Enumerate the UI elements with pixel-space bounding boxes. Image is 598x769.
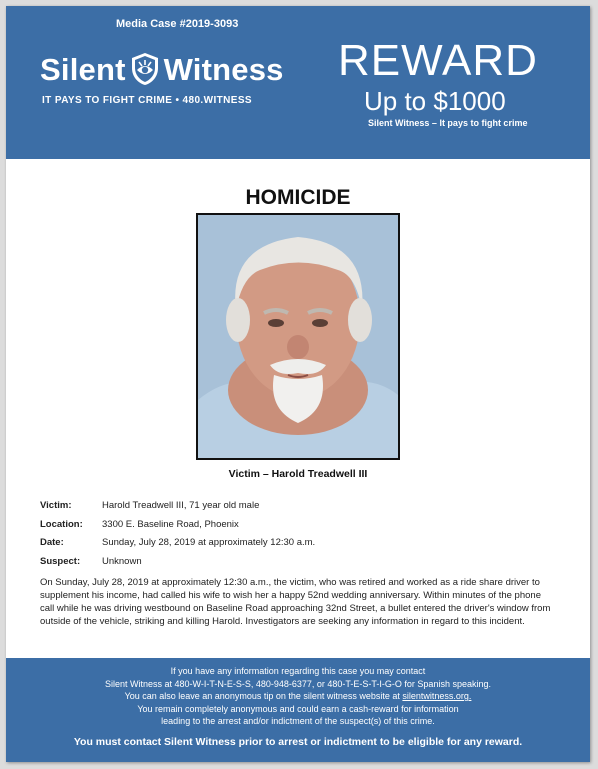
website-link[interactable]: silentwitness.org. bbox=[402, 691, 472, 701]
detail-label: Location: bbox=[40, 518, 83, 530]
case-details bbox=[40, 500, 315, 574]
header-banner bbox=[6, 6, 590, 159]
logo-word-witness: Witness bbox=[163, 52, 284, 87]
footer-banner bbox=[6, 658, 590, 762]
footer-line: Silent Witness at 480-W-I-T-N-E-S-S, 480-948-6377, or 480-T-E-S-T-I-G-O for Spanish speaking. bbox=[105, 678, 491, 689]
detail-row-suspect bbox=[40, 556, 315, 575]
poster-page bbox=[6, 6, 590, 762]
shield-eye-icon bbox=[130, 52, 160, 94]
reward-amount: Up to $1000 bbox=[364, 86, 506, 116]
incident-narrative: On Sunday, July 28, 2019 at approximately 12:30 a.m., the victim, who was retired and worked as a ride share driver to supplement his income, had called his wife to wish her a happy 52nd wedding anniversary. Within minutes of the phone call while he was driving westbound on Baseline Road approaching 32nd Street, a bullet entered the driver's window from outside of the vehicle, striking and killing Harold. Investigators are seeking any information in regard to this incident. bbox=[40, 577, 551, 627]
silent-witness-logo bbox=[40, 52, 284, 94]
detail-value: Unknown bbox=[102, 555, 142, 567]
case-number: Media Case #2019-3093 bbox=[116, 18, 239, 30]
detail-label: Victim: bbox=[40, 500, 72, 511]
footer-line: If you have any information regarding this case you may contact bbox=[170, 666, 426, 676]
detail-row-date bbox=[40, 537, 315, 556]
detail-value: Harold Treadwell III, 71 year old male bbox=[102, 500, 260, 511]
logo-word-silent: Silent bbox=[40, 52, 126, 87]
detail-row-victim bbox=[40, 500, 315, 519]
photo-caption: Victim – Harold Treadwell III bbox=[228, 468, 368, 480]
logo-tagline: IT PAYS TO FIGHT CRIME • 480.WITNESS bbox=[42, 95, 252, 106]
detail-value: Sunday, July 28, 2019 at approximately 12:30 a.m. bbox=[102, 537, 316, 548]
crime-title: HOMICIDE bbox=[245, 186, 351, 209]
detail-row-location bbox=[40, 519, 315, 538]
victim-photo bbox=[196, 213, 400, 460]
reward-tagline: Silent Witness – It pays to fight crime bbox=[368, 118, 528, 128]
footer-eligibility-warning: You must contact Silent Witness prior to arrest or indictment to be eligible for any reward. bbox=[73, 735, 523, 748]
detail-label: Date: bbox=[40, 537, 64, 548]
detail-value: 3300 E. Baseline Road, Phoenix bbox=[102, 518, 239, 530]
footer-line-text: You can also leave an anonymous tip on the silent witness website at bbox=[124, 691, 403, 701]
footer-line: leading to the arrest and/or indictment of the suspect(s) of this crime. bbox=[161, 716, 435, 726]
footer-line-website bbox=[6, 690, 590, 703]
detail-label: Suspect: bbox=[40, 555, 81, 567]
footer-contact-info bbox=[6, 658, 590, 728]
reward-heading: REWARD bbox=[338, 36, 538, 85]
victim-portrait-illustration bbox=[198, 215, 398, 458]
footer-line: You remain completely anonymous and could earn a cash-reward for information bbox=[137, 703, 459, 714]
